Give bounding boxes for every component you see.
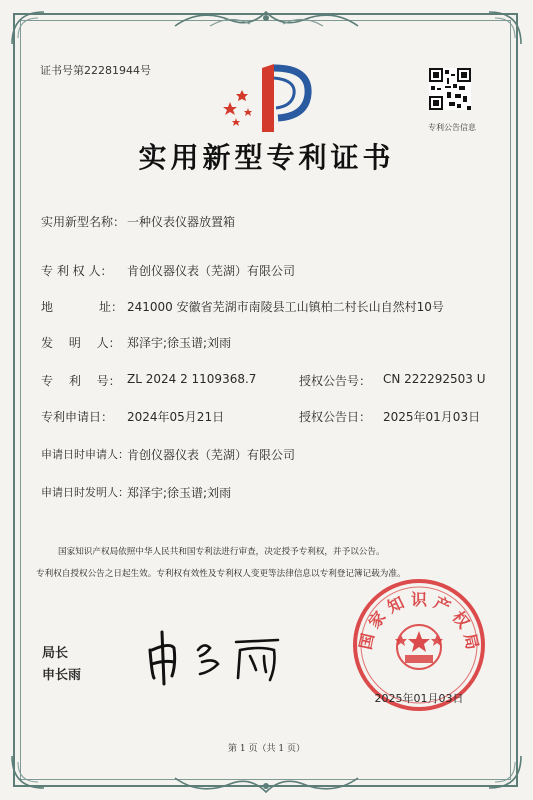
grant-publication-number-label: 授权公告号： [299, 374, 372, 388]
address-label-suffix: 址： [99, 300, 124, 314]
corner-ornament-tl [8, 8, 48, 48]
filing-date-label: 专利申请日： [41, 410, 114, 424]
qr-caption: 专利公告信息 [428, 123, 476, 132]
patent-number-label: 专 利 号： [41, 374, 121, 388]
top-ornament [170, 6, 363, 32]
svg-text:国 家 知 识 产 权 局: 国 家 知 识 产 权 局 [355, 590, 483, 652]
patentee-label: 专 利 权 人： [41, 264, 113, 278]
page-number: 第 1 页（共 1 页） [228, 744, 305, 754]
grant-date-value: 2025年01月03日 [383, 410, 481, 424]
director-signature [140, 620, 290, 690]
utility-model-name-label: 实用新型名称： [41, 215, 126, 229]
certificate-number: 证书号第22281944号 [40, 64, 151, 77]
inventor-label: 发 明 人： [41, 336, 121, 350]
certificate-title: 实用新型专利证书 [138, 141, 395, 174]
director-title: 局长 [42, 646, 69, 661]
inventor-at-filing-label: 申请日时发明人： [41, 486, 129, 499]
statement-line-2: 专利权自授权公告之日起生效。专利权有效性及专利权人变更等法律信息以专利登记簿记载为准。 [36, 569, 406, 579]
inventor-value: 郑泽宇;徐玉谱;刘雨 [127, 336, 232, 350]
corner-ornament-br [485, 752, 525, 792]
corner-ornament-bl [8, 752, 48, 792]
director-name: 申长雨 [42, 668, 82, 683]
applicant-at-filing-label: 申请日时申请人： [41, 448, 129, 461]
patent-number-value: ZL 2024 2 1109368.7 [127, 372, 257, 386]
filing-date-value: 2024年05月21日 [127, 410, 225, 424]
bottom-ornament [170, 774, 363, 798]
statement-line-1: 国家知识产权局依照中华人民共和国专利法进行审查，决定授予专利权，并予以公告。 [58, 547, 385, 557]
corner-ornament-tr [485, 8, 525, 48]
grant-publication-number-value: CN 222292503 U [383, 372, 486, 386]
patentee-value: 肯创仪器仪表（芜湖）有限公司 [127, 264, 296, 278]
address-label-char: 地 [41, 300, 54, 314]
seal-date: 2025年01月03日 [374, 692, 464, 705]
grant-date-label: 授权公告日： [299, 410, 372, 424]
applicant-at-filing-value: 肯创仪器仪表（芜湖）有限公司 [127, 448, 296, 462]
cnipa-logo-icon [222, 60, 312, 138]
inventor-at-filing-value: 郑泽宇;徐玉谱;刘雨 [127, 486, 232, 500]
address-value: 241000 安徽省芜湖市南陵县工山镇柏二村长山自然村10号 [127, 300, 444, 314]
utility-model-name-value: 一种仪表仪器放置箱 [127, 215, 236, 229]
qr-code-icon[interactable] [429, 68, 471, 110]
